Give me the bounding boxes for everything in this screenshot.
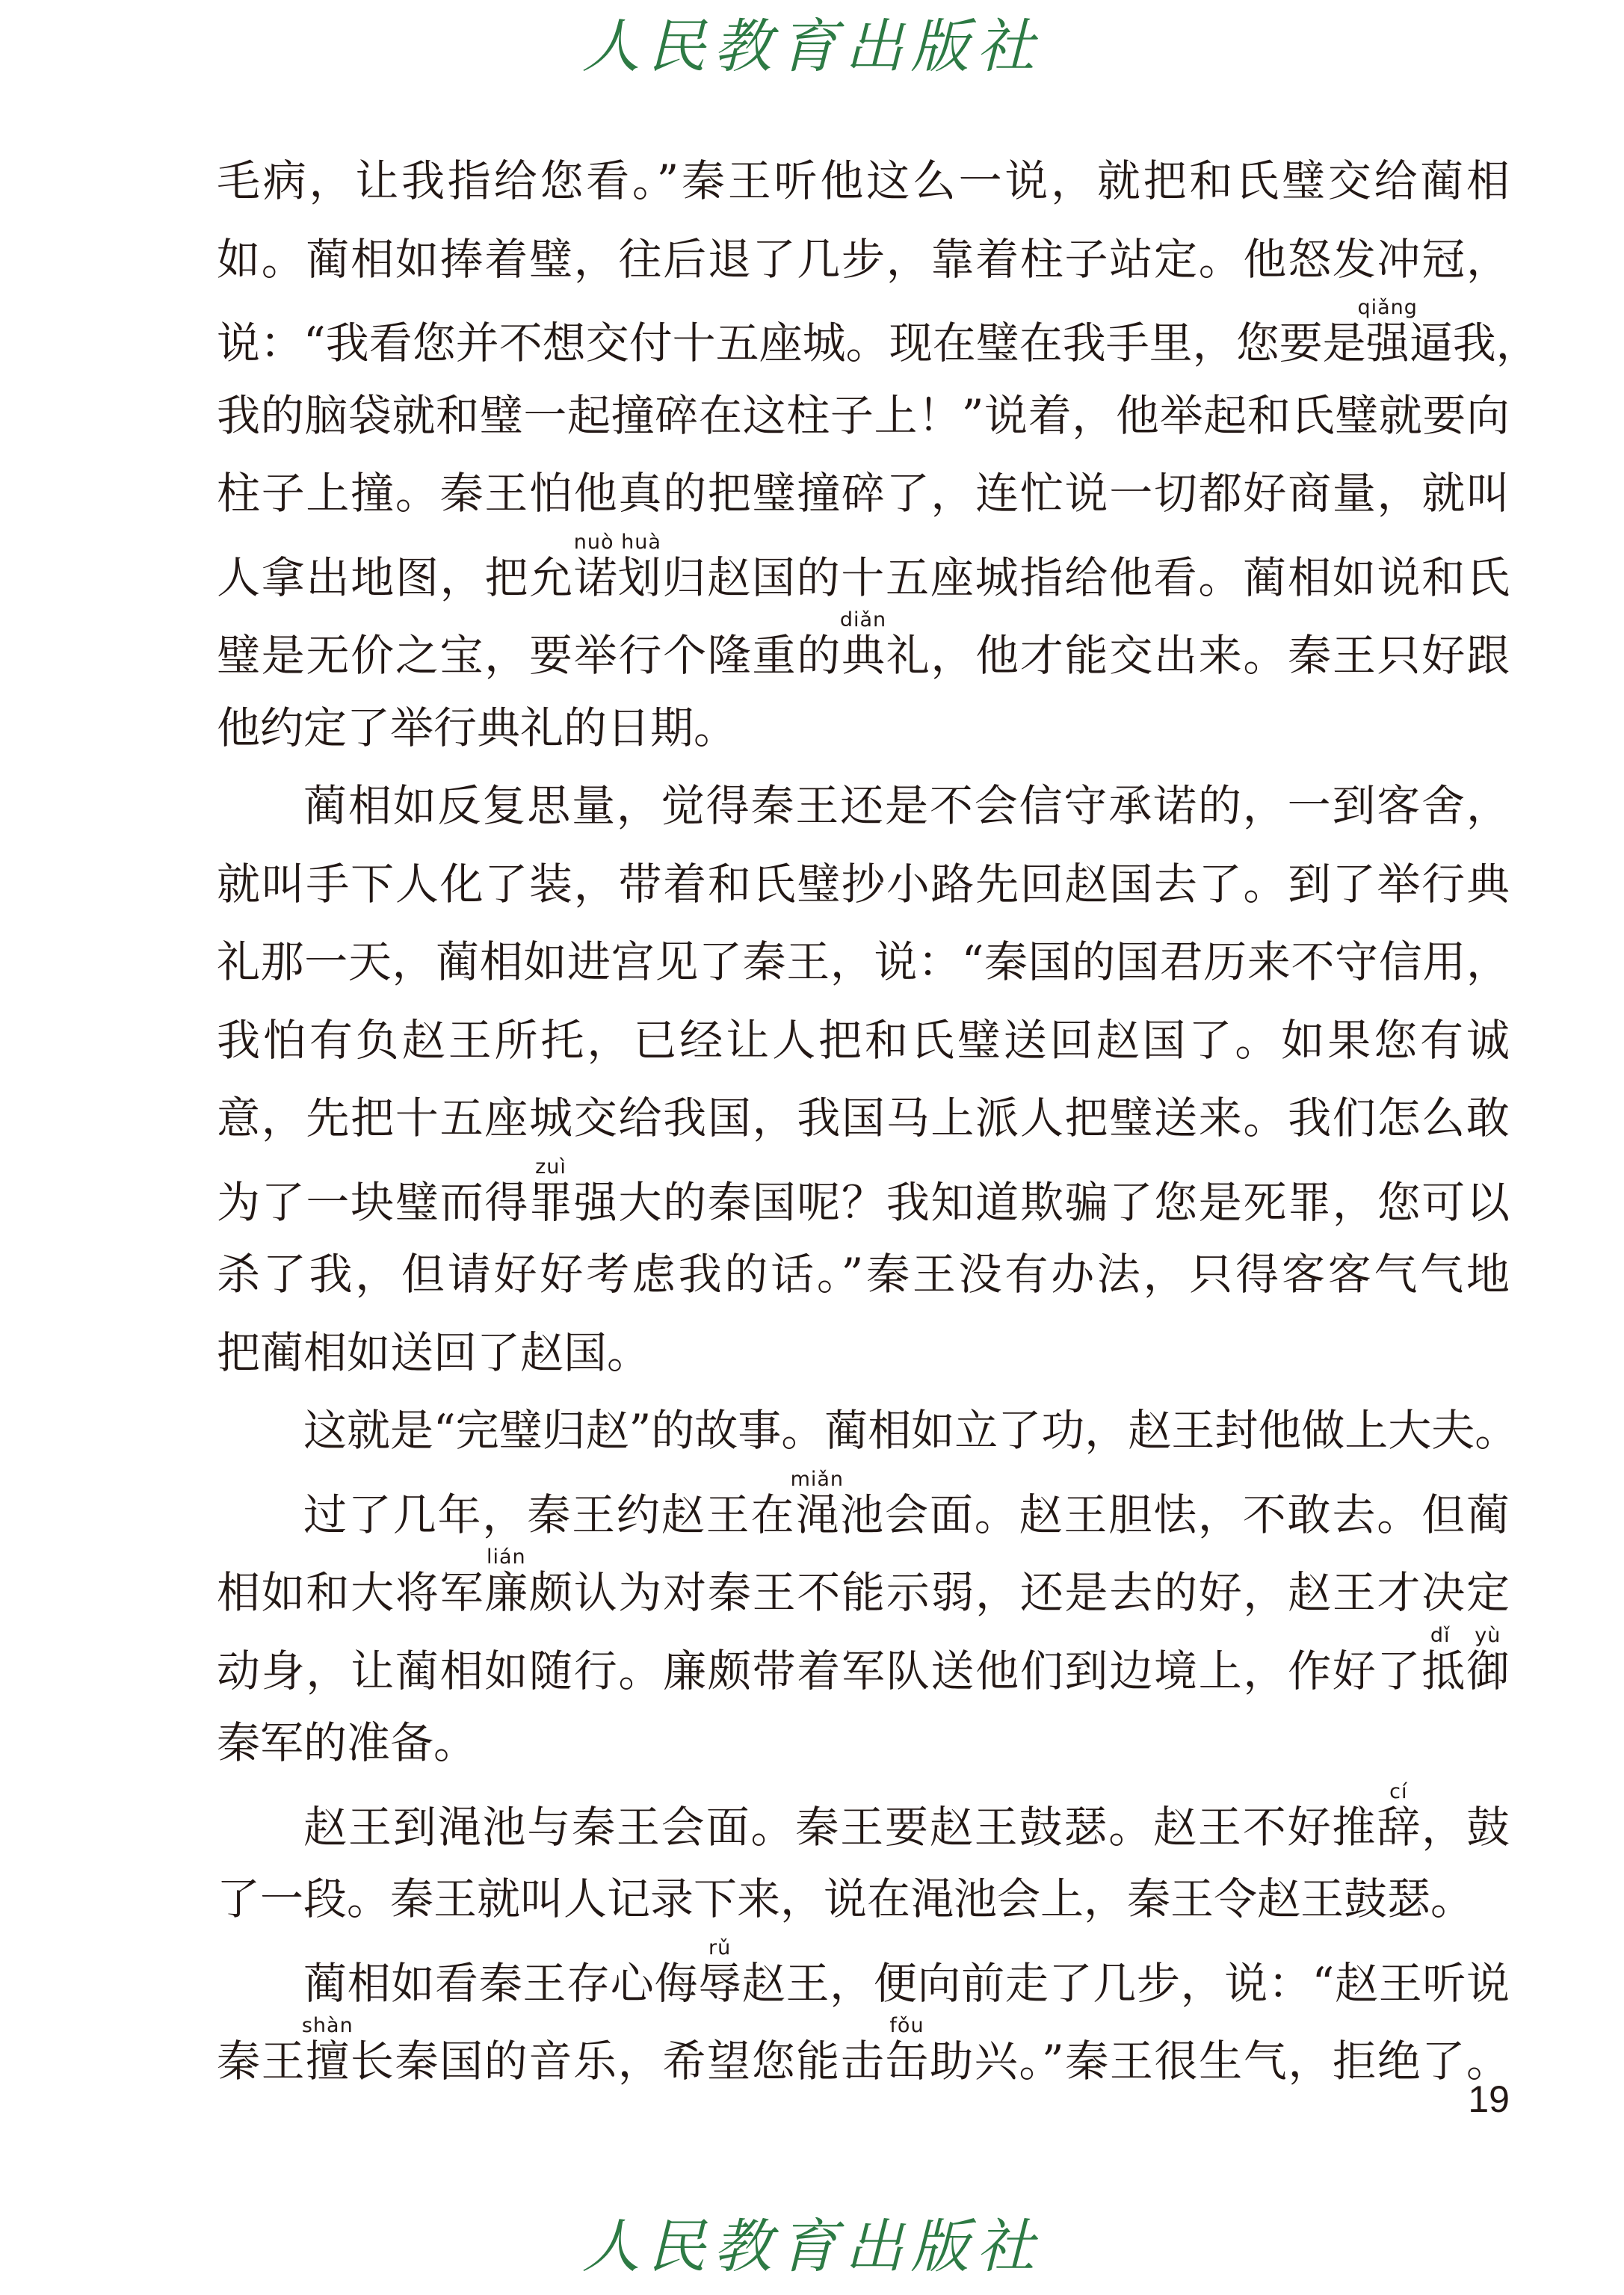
- text-line: [217, 1779, 1510, 1861]
- pinyin-annotation: rǔ: [698, 1936, 742, 1959]
- text-run: 助兴。”秦王很生气，拒绝了。: [930, 2036, 1510, 2086]
- pinyin-annotation: miǎn: [790, 1467, 845, 1491]
- page-body: [217, 142, 1540, 2095]
- text-line: [217, 1155, 1510, 1236]
- text-line: 他约定了举行典礼的日期。: [217, 702, 738, 753]
- text-run: 颇认为对秦王不能示弱，还是去的好，赵王才决定: [529, 1567, 1510, 1618]
- pinyin-annotation: qiǎng: [1357, 296, 1418, 319]
- pinyin-annotation: lián: [484, 1545, 528, 1569]
- text-run: 璧是无价之宝，要举行个隆重的: [217, 630, 842, 681]
- text-line: [217, 2016, 1510, 2095]
- text-line: [217, 296, 1540, 377]
- text-line: [217, 1467, 1510, 1548]
- page-number: 19: [1468, 2078, 1510, 2120]
- text-line: 把蔺相如送回了赵国。: [217, 1326, 651, 1378]
- pinyin-annotated-word: 诺划nuò huà: [573, 530, 661, 603]
- text-line: 就叫手下人化了装，带着和氏璧抄小路先回赵国去了。到了举行典: [217, 858, 1510, 909]
- text-run: 赵王到渑池与秦王会面。秦王要赵王鼓瑟。赵王不好推: [303, 1801, 1377, 1853]
- text-run: 人拿出地图，把允: [217, 552, 575, 603]
- text-line: [217, 1545, 1510, 1626]
- text-line: 礼那一天，蔺相如进宫见了秦王，说：“秦国的国君历来不守信用，: [217, 936, 1510, 987]
- text-line: [217, 530, 1510, 611]
- text-line: 毛病，让我指给您看。”秦王听他这么一说，就把和氏璧交给蔺相: [217, 155, 1510, 206]
- text-line: [217, 1623, 1510, 1705]
- text-run: 长秦国的音乐，希望您能击: [349, 2036, 886, 2086]
- pinyin-annotated-word: 罪zuì: [529, 1155, 574, 1228]
- text-line: 我的脑袋就和璧一起撞碎在这柱子上！”说着，他举起和氏璧就要向: [217, 389, 1510, 441]
- pinyin-annotation: nuò huà: [573, 530, 661, 554]
- text-run: 过了几年，秦王约赵王在: [303, 1489, 796, 1540]
- pinyin-annotation: shàn: [301, 2014, 353, 2037]
- text-run: 强大的秦国呢？我知道欺骗了您是死罪，您可以: [573, 1176, 1510, 1228]
- text-line: 意，先把十五座城交给我国，我国马上派人把璧送来。我们怎么敢: [217, 1093, 1510, 1143]
- publisher-logo-footer: 人民教育出版社: [581, 2214, 1043, 2281]
- text-run: 相如和大将军: [217, 1567, 485, 1618]
- pinyin-annotated-word: 渑miǎn: [790, 1467, 845, 1540]
- text-line: 蔺相如反复思量，觉得秦王还是不会信守承诺的，一到客舍，: [303, 780, 1510, 831]
- pinyin-annotated-word: 廉lián: [484, 1545, 529, 1618]
- pinyin-annotated-word: 辞cí: [1377, 1779, 1422, 1853]
- pinyin-annotation: dǐ yù: [1421, 1623, 1510, 1647]
- text-line: 秦军的准备。: [217, 1717, 478, 1768]
- text-run: 动身，让蔺相如随行。廉颇带着军队送他们到边境上，作好了: [217, 1645, 1422, 1696]
- text-line: [217, 608, 1510, 689]
- text-run: 礼，他才能交出来。秦王只好跟: [885, 630, 1510, 681]
- publisher-logo-header: 人民教育出版社: [581, 13, 1043, 81]
- text-line: 杀了我，但请好好考虑我的话。”秦王没有办法，只得客客气气地: [217, 1249, 1510, 1300]
- text-line: [217, 1936, 1510, 2017]
- pinyin-annotation: fǒu: [885, 2014, 929, 2037]
- pinyin-annotation: diǎn: [839, 608, 887, 631]
- text-run: 池会面。赵王胆怯，不敢去。但蔺: [839, 1489, 1510, 1540]
- text-line: 如。蔺相如捧着璧，往后退了几步，靠着柱子站定。他怒发冲冠，: [217, 233, 1510, 285]
- text-run: ，鼓: [1421, 1801, 1510, 1853]
- text-line: 我怕有负赵王所托，已经让人把和氏璧送回赵国了。如果您有诚: [217, 1014, 1510, 1066]
- pinyin-annotation: zuì: [529, 1155, 573, 1179]
- pinyin-annotation: cí: [1377, 1779, 1421, 1803]
- text-line: 柱子上撞。秦王怕他真的把璧撞碎了，连忙说一切都好商量，就叫: [217, 468, 1510, 519]
- pinyin-annotated-word: 抵御dǐ yù: [1421, 1623, 1510, 1696]
- pinyin-annotated-word: 辱rǔ: [698, 1936, 742, 2009]
- pinyin-annotated-word: 缶fǒu: [885, 2014, 930, 2086]
- text-run: 说：“我看您并不想交付十五座城。现在璧在我手里，您要是: [217, 318, 1366, 368]
- pinyin-annotated-word: 典diǎn: [839, 608, 887, 681]
- text-run: 蔺相如看秦王存心侮: [303, 1957, 699, 2009]
- text-run: 归赵国的十五座城指给他看。蔺相如说和氏: [661, 552, 1510, 603]
- text-run: 赵王，便向前走了几步，说：“赵王听说: [741, 1957, 1510, 2009]
- text-line: 了一段。秦王就叫人记录下来，说在渑池会上，秦王令赵王鼓瑟。: [217, 1874, 1475, 1924]
- pinyin-annotated-word: 擅shàn: [301, 2014, 353, 2086]
- text-run: 为了一块璧而得: [217, 1176, 529, 1228]
- text-run: 逼我，: [1409, 318, 1540, 368]
- text-run: 秦王: [217, 2036, 306, 2086]
- pinyin-annotated-word: 强qiǎng: [1357, 296, 1418, 368]
- text-line: 这就是“完璧归赵”的故事。蔺相如立了功，赵王封他做上大夫。: [303, 1405, 1519, 1456]
